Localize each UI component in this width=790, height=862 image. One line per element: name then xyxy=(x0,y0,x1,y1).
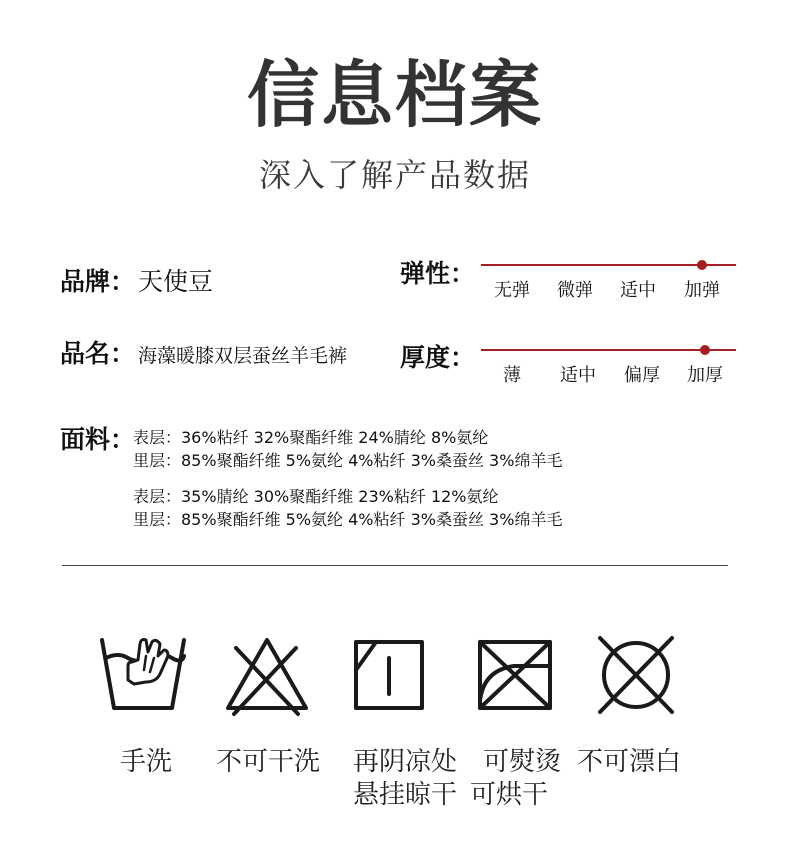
page-title: 信息档案 xyxy=(246,53,543,137)
thickness-option: 偏厚 xyxy=(624,365,660,386)
section-divider xyxy=(62,565,728,566)
brand-value: 天使豆 xyxy=(138,267,214,296)
elasticity-label: 弹性： xyxy=(400,259,476,288)
no-bleach-icon xyxy=(592,630,682,720)
hand-wash-icon xyxy=(98,630,188,720)
page-subtitle: 深入了解产品数据 xyxy=(258,156,531,194)
fabric-line: 里层：85%聚酯纤维 5%氨纶 4%粘纤 3%桑蚕丝 3%绵羊毛 xyxy=(133,451,563,470)
care-label: 不可干洗 xyxy=(215,747,320,777)
thickness-option: 薄 xyxy=(503,365,521,386)
elasticity-option: 适中 xyxy=(620,280,656,301)
elasticity-option: 加弹 xyxy=(684,280,720,301)
fabric-line: 表层：35%腈纶 30%聚酯纤维 23%粘纤 12%氨纶 xyxy=(133,487,499,506)
care-label: 不可漂白 xyxy=(576,747,681,777)
care-label: 手洗 xyxy=(119,747,172,777)
brand-label: 品牌： xyxy=(60,267,136,296)
care-label: 悬挂晾干 xyxy=(352,780,457,810)
thickness-selected-marker xyxy=(700,345,710,355)
product-name-label: 品名： xyxy=(60,339,136,368)
fabric-label: 面料： xyxy=(60,425,136,454)
care-label: 可熨烫 xyxy=(482,747,561,777)
care-label: 再阴凉处 xyxy=(352,747,457,777)
care-label: 可烘干 xyxy=(469,780,548,810)
thickness-option: 加厚 xyxy=(687,365,723,386)
elasticity-selected-marker xyxy=(697,260,707,270)
thickness-label: 厚度： xyxy=(400,343,476,372)
elasticity-option: 无弹 xyxy=(494,280,530,301)
product-name-value: 海藻暖膝双层蚕丝羊毛裤 xyxy=(138,345,348,367)
iron-tumble-dry-icon xyxy=(470,630,560,720)
fabric-line: 里层：85%聚酯纤维 5%氨纶 4%粘纤 3%桑蚕丝 3%绵羊毛 xyxy=(133,510,563,529)
fabric-line: 表层：36%粘纤 32%聚酯纤维 24%腈纶 8%氨纶 xyxy=(133,428,489,447)
no-dry-clean-icon xyxy=(222,630,312,720)
shade-hang-dry-icon xyxy=(346,630,436,720)
elasticity-option: 微弹 xyxy=(557,280,593,301)
thickness-scale-line xyxy=(481,349,736,351)
thickness-option: 适中 xyxy=(560,365,596,386)
